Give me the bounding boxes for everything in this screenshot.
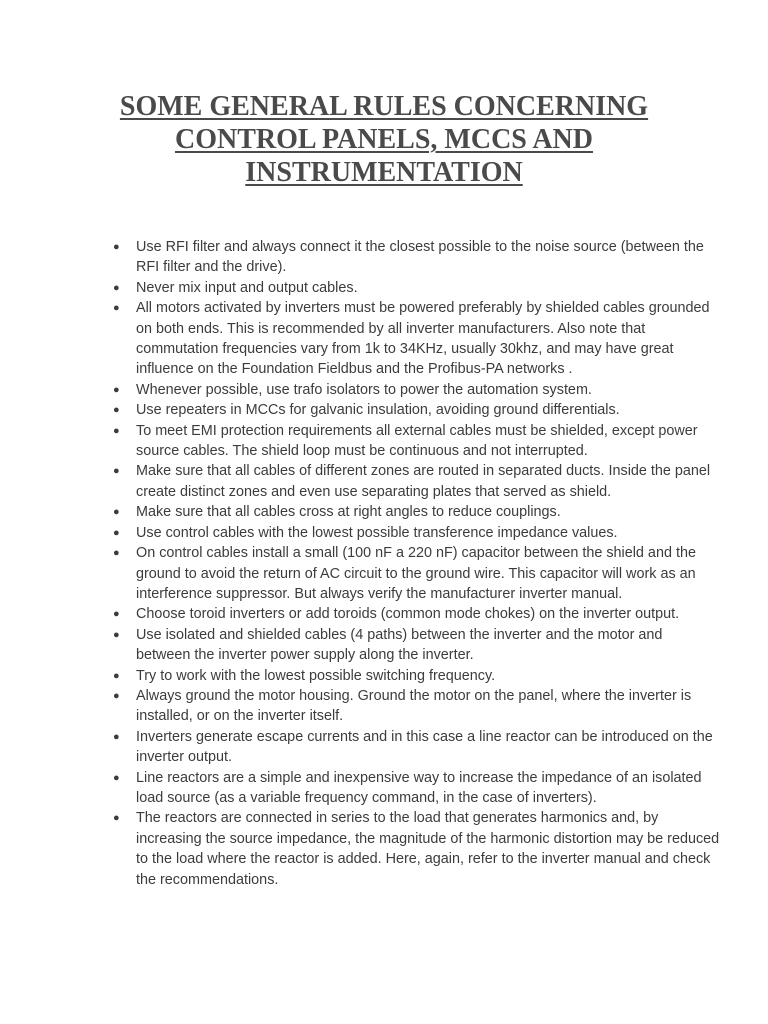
rule-text: On control cables install a small (100 nF a 220 nF) capacitor between the shield and the ground to avoid the return of AC circuit to the ground wire. This capacitor will work as an interference suppressor. But always verify the manufacturer inverter manual. (136, 545, 696, 602)
rule-item (100, 686, 720, 727)
bullet-icon: ● (113, 730, 120, 743)
document-title-text: SOME GENERAL RULES CONCERNING CONTROL PANELS, MCCS AND INSTRUMENTATION (119, 91, 649, 188)
rule-item (100, 502, 720, 522)
rule-item (100, 461, 720, 502)
bullet-icon: ● (113, 424, 120, 437)
rule-text: Make sure that all cables cross at right angles to reduce couplings. (136, 504, 561, 521)
rule-text: Never mix input and output cables. (136, 279, 358, 296)
rule-item (100, 768, 720, 809)
bullet-icon: ● (113, 281, 120, 294)
bullet-icon: ● (113, 465, 120, 478)
bullet-icon: ● (113, 771, 120, 784)
rule-text: The reactors are connected in series to the load that generates harmonics and, by increasing the source impedance, the magnitude of the harmonic distortion may be reduced to the load where the reactor is added. Here, again, refer to the inverter manual and check the recommendations. (136, 810, 720, 888)
bullet-icon: ● (113, 812, 120, 825)
bullet-icon: ● (113, 404, 120, 417)
rule-text: Choose toroid inverters or add toroids (common mode chokes) on the inverter output. (136, 606, 680, 623)
rule-item (100, 625, 720, 666)
bullet-icon: ● (113, 526, 120, 539)
rule-text: Make sure that all cables of different zones are routed in separated ducts. Inside the panel create distinct zones and even use separating plates that served as shield. (136, 463, 711, 500)
bullet-icon: ● (113, 241, 120, 253)
bullet-icon: ● (113, 689, 120, 702)
rule-text: Try to work with the lowest possible switching frequency. (136, 667, 496, 684)
rule-text: All motors activated by inverters must be powered preferably by shielded cables grounded on both ends. This is recommended by all inverter manufacturers. Also note that commutation frequencies vary from 1k to 34KHz, usually 30khz, and may have great influence on the Foundation Fieldbus and the Profibus-PA networks . (136, 300, 710, 378)
rule-text: Use isolated and shielded cables (4 paths) between the inverter and the motor and between the inverter power supply along the inverter. (136, 626, 663, 664)
rule-item (100, 543, 720, 604)
rule-text: Whenever possible, use trafo isolators to power the automation system. (136, 381, 592, 398)
bullet-icon: ● (113, 547, 120, 560)
rule-item (100, 523, 720, 543)
rule-text: Always ground the motor housing. Ground the motor on the panel, where the inverter is installed, or on the inverter itself. (136, 687, 692, 725)
rule-item (100, 400, 720, 420)
bullet-icon: ● (113, 506, 120, 519)
rule-item (100, 666, 720, 686)
rule-text: Use repeaters in MCCs for galvanic insulation, avoiding ground differentials. (136, 402, 620, 419)
bullet-icon: ● (113, 383, 120, 396)
document-title (100, 90, 668, 189)
rules-list (100, 237, 720, 890)
bullet-icon: ● (113, 608, 120, 621)
rule-item (100, 298, 720, 380)
bullet-icon: ● (113, 302, 120, 315)
rule-item (100, 278, 720, 298)
rule-text: To meet EMI protection requirements all external cables must be shielded, except power source cables. The shield loop must be continuous and not interrupted. (136, 422, 698, 460)
rule-item (100, 604, 720, 624)
rule-item (100, 237, 720, 278)
rule-item (100, 421, 720, 462)
bullet-icon: ● (113, 669, 120, 682)
rule-text: Use RFI filter and always connect it the closest possible to the noise source (between the RFI filter and the drive). (136, 239, 704, 276)
rule-item (100, 727, 720, 768)
bullet-icon: ● (113, 628, 120, 641)
rule-item (100, 380, 720, 400)
rule-text: Inverters generate escape currents and in this case a line reactor can be introduced on the inverter output. (136, 728, 713, 766)
rule-text: Use control cables with the lowest possible transference impedance values. (136, 524, 618, 541)
rule-text: Line reactors are a simple and inexpensive way to increase the impedance of an isolated load source (as a variable frequency command, in the case of inverters). (136, 769, 702, 806)
rule-item (100, 808, 720, 890)
